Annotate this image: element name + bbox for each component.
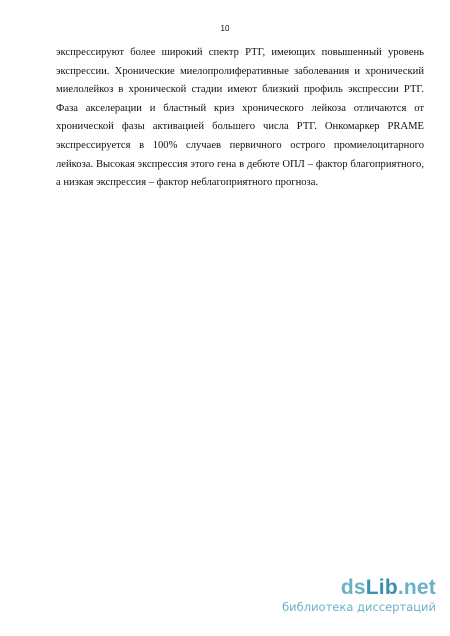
logo-net: .net [397,576,436,599]
text-line-5: хронической фазы активацией большего числа РТГ. Онкомаркер PRAME [56,121,424,133]
dslib-logo [236,576,436,600]
logo-ds: ds [340,576,366,599]
dslib-watermark [236,576,436,614]
text-line-8: а низкая экспрессия – фактор неблагоприятного прогноза. [56,177,319,189]
body-paragraph [56,44,424,193]
text-line-1: экспрессируют более широкий спектр РТГ, имеющих повышенный уровень [56,47,424,58]
text-line-4: Фаза акселерации и бластный криз хронического лейкоза отличаются от [56,102,424,114]
text-line-7: лейкоза. Высокая экспрессия этого гена в дебюте ОПЛ – фактор благоприятного, [56,158,424,170]
watermark-subtitle: библиотека диссертаций [282,600,436,614]
page-number: 10 [220,24,230,33]
text-line-3: миелолейкоз в хронической стадии имеют близкий профиль экспрессии РТГ. [56,84,424,96]
text-line-6: экспрессируется в 100% случаев первичного острого промиелоцитарного [56,139,424,151]
text-line-2: экспрессии. Хронические миелопролиферативные заболевания и хронический [56,65,424,77]
logo-lib: Lib [365,576,398,599]
